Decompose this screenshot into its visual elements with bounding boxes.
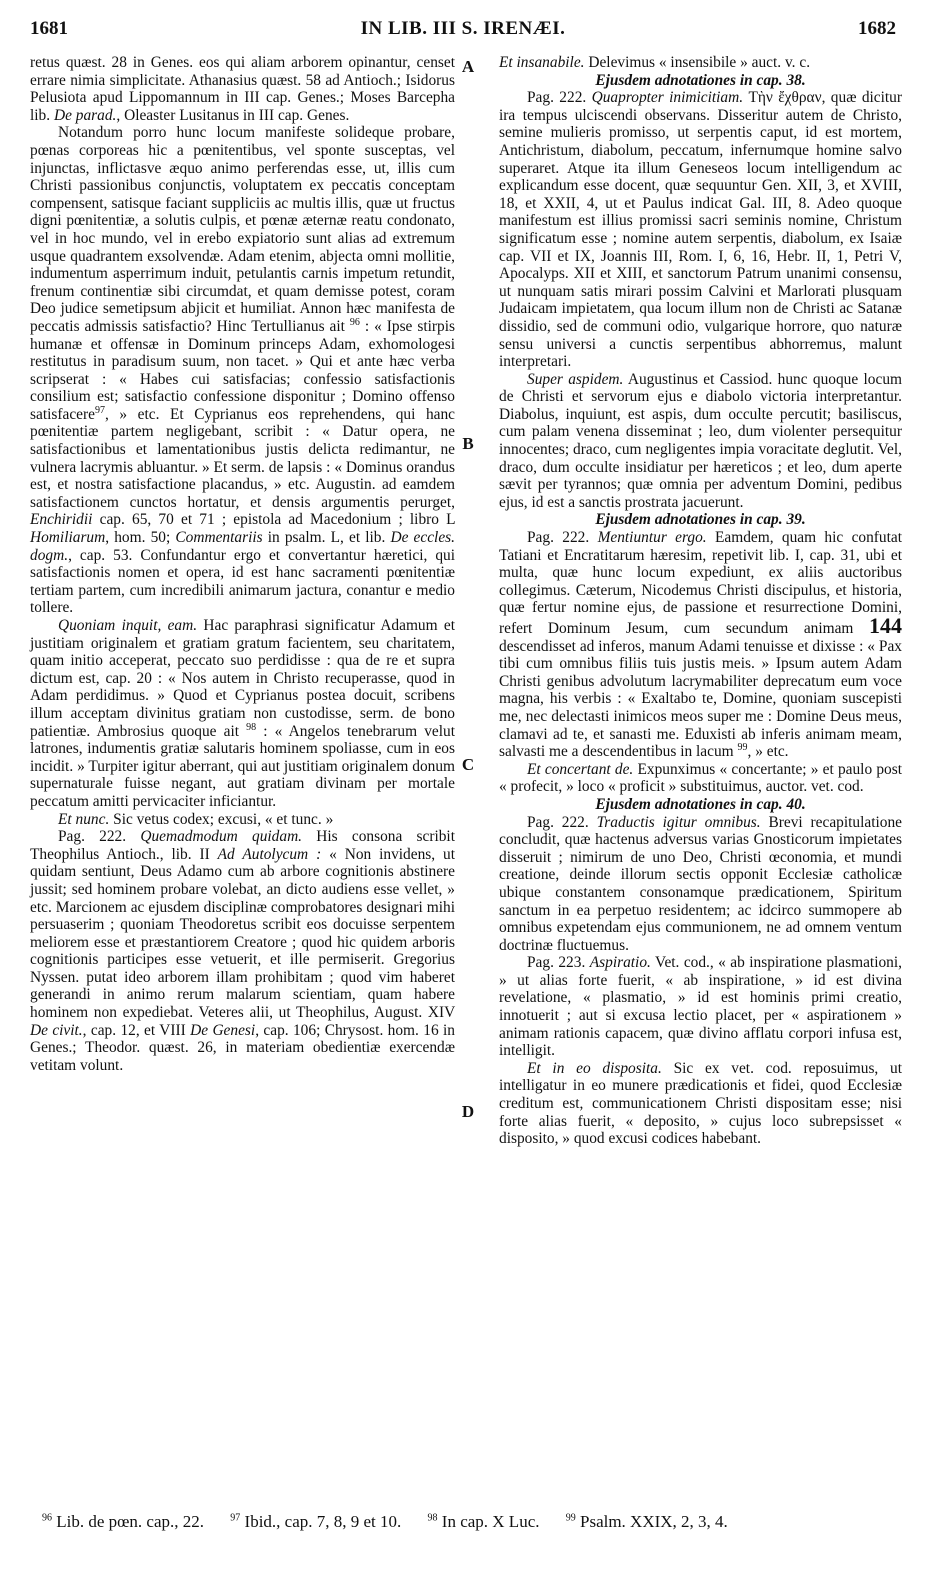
page-number-right: 1682 (858, 18, 896, 39)
footnote-ref: 97 (94, 404, 105, 416)
footnote: $^{99}$ Psalm. XXIX, 2, 3, 4. (565, 1512, 728, 1531)
footnote: $^{96}$ Lib. de pœn. cap., 22. (42, 1512, 205, 1531)
margin-letter-a: A (461, 57, 475, 76)
paragraph: Quoniam inquit, eam. Hac paraphrasi significatur Adamum et justitiam originalem et gratiam gratum facientem, seu charitatem, quam initio acceperat, peccato suo perdidisse : qua de re et supra dictum est, cap. 20 : « Nos autem in Christo recuperasse, quod in Adam perdidimus. » Quod et Cyprianus postea docuit, scribens illum acceptam divinitus gratiam non custodisse, serm. de bono patientiæ. Ambrosius quoque ait $^{98}$ : « Angelos tenebrarum velut latrones, indumentis gratiæ salutaris hominem spoliasse, cum in eos incidit. » Turpiter igitur aberrant, qui aut justitiam originalem donum supernaturale fuisse negant, aut gratiam divinam per mortale peccatum amitti pervicaciter inficiantur. (30, 617, 455, 810)
paragraph: Super aspidem. Augustinus et Cassiod. hunc quoque locum de Christi et servorum ejus e diabolo victoria interpretantur. Diabolus, inquiunt, est aspis, dum occulte percutit; basiliscus, cum palam venena disseminat ; leo, dum violenter persequitur innocentes; draco, cum negligentes impia voracitate deglutit. Vel, draco, dum occulte insidiatur per hæreticos ; et leo, dum aperte sævit per tyrannos; quæ omnia per adventum Domini, pedibus ejus, id est a sanctis prostrata jacuerunt. (499, 370, 902, 511)
paragraph: Et concertant de. Expunximus « concertante; » et paulo post « profecit, » loco « proficit » substituimus, auctor. vet. cod. (499, 760, 902, 796)
page-header (30, 18, 896, 44)
margin-letter-d: D (461, 1102, 475, 1121)
footnote-ref: 98 (246, 721, 257, 733)
paragraph: Pag. 223. Aspiratio. Vet. cod., « ab inspiratione plasmationi, » ut alias forte fuerit, « ab inspiratione, » id est divina revelatione, « plasmatio, » id est hominis primi creatio, innotuerit ; aut si excusa lectio placet, per « aspirationem » animam rationis capacem, quæ divino afflatu corpori infusa est, intelligit. (499, 954, 902, 1060)
paragraph: Pag. 222. Traductis igitur omnibus. Brevi recapitulatione concludit, quæ hactenus adversus varias Gnosticorum impietates disseruit ; nimirum de uno Deo, Christi œconomia, et mundi creatione, deinde illorum sectis opponit Ecclesiæ catholicæ ubique constantem consonamque prædicationem, Spiritum sanctum in ea perpetuo residentem; ac idcirco summopere ab omnibus expetendam ejus communionem, ne ad omnem ventum doctrinæ fluctuemus. (499, 813, 902, 954)
footnotes (42, 1512, 896, 1532)
right-column (499, 54, 902, 1148)
paragraph: Et nunc. Sic vetus codex; excusi, « et tunc. » (58, 810, 334, 828)
page-number-left: 1681 (30, 18, 68, 39)
margin-letter-b: B (462, 434, 474, 453)
section-heading: Ejusdem adnotationes in cap. 38. (595, 71, 806, 89)
footnote: $^{97}$ Ibid., cap. 7, 8, 9 et 10. (230, 1512, 402, 1531)
margin-letter-c: C (461, 755, 475, 774)
paragraph: Pag. 222. Mentiuntur ergo. Eamdem, quam hic confutat Tatiani et Encratitarum hæresim, repetivit lib. I, cap. 31, ubi et multa, quæ hunc locum expediunt, ex aliis auctoribus collegimus. Cæterum, Nicodemus Christi discipulus, et historia, quæ fertur nomine ejus, de passione et resurrectione Domini, refert Dominum Jesum, cum secundum animam 144 descendisset ad inferos, manum Adami tenuisse et dixisse : « Pax tibi cum omnibus filiis tuis justis meis. » Ipsum autem Adam Christi genibus advolutum lacrymabiliter deprecatum eum voce magna, his verbis : « Exaltabo te, Domine, quoniam suscepisti me, nec delectasti inimicos meos super me : Domine Deus meus, clamavi ad te, et sanasti me. Eduxisti ab inferis animam meam, salvasti me a descendentibus in lacum $^{99}$, » etc. (499, 529, 902, 761)
paragraph: Pag. 222. Quapropter inimicitiam. Τὴν ἔχθραν, quæ dicitur ira tempus ulciscendi observans. Disseritur autem de Christo, semine mulieris promisso, ut serpentis caput, id est mortem, Antichristum, diabolum, peccatum, infernumque homine salvo superaret. Atque ita illum Geneseos locum intelligendum ac explicandum esse docent, quæ sequuntur Gen. XII, 3, et XVIII, 18, et XXII, 4, ut et Paulus indicat Gal. III, 8. Adeo quoque manifestum est illius promissi sacri seminis nomine, Christum significatum esse ; nomine autem serpentis, diabolum, ex Isaiæ cap. VII et IX, Joannis III, Rom. I, 6, 16, Hebr. II, 1, Petri V, Apocalyps. XII et XIII, et sanctorum Patrum unanimi consensu, ut nunquam satis mirari possim Calvini et Marlorati plusquam Judaicam impietatem, qua locum illum non de Christi ac Satanæ dissidio, sed de communi odio, vulgarique horrore, quo naturæ sensu universi a cunctis serpentibus abhorremus, malunt interpretari. (499, 89, 902, 371)
paragraph: Notandum porro hunc locum manifeste solideque probare, pœnas corporeas hic a pœnitentibus, vel sponte susceptas, vel injunctas, inflictasve æquo animo perferendas esse, ut, illis cum Christi passionibus conjunctis, voluptatem ex peccatis conceptam compensent, satisque faciant suppliciis ac multis illis, quæ ut fructus digni pœnitentiæ, a solutis culpis, et pœnæ æternæ reatu condonato, vel in hoc mundo, vel in erebo expiatorio sunt alias ad extremum usque quadrantem exsolvendæ. Adam etenim, abjecta omni mollitie, indumentum asperrimum induit, petulantis carnis impetum retundit, frenum continentiæ sibi circumdat, et quam demisse potest, coram Deo judice semetipsum abjicit et humiliat. Annon hæc manifesta de peccatis admissis satisfactio? Hinc Tertullianus ait $^{96}$ : « Ipse stirpis humanæ et offensæ in Dominum princeps Adam, exhomologesi restitutus in paradisum suum, non tacet. » Qui et ante hæc verba scripserat : « Habes cui satisfacias; confessio satisfactionis consilium est; satisfactio confessione disponitur ; Domino offenso satisfacere$^{97}$, » etc. Et Cyprianus eos reprehendens, qui hanc pœnitentiæ partem negligebant, scribit : « Datur opera, ne satisfactionibus et lamentationibus justis delicta redimantur, ne vulnera lacrymis abluantur. » Et serm. de lapsis : « Dominus orandus est, et nostra satisfactione placandus, » etc. Augustin. ad eamdem satisfactionem cunctos hortatur, et densis argumentis perurget, Enchiridii cap. 65, 70 et 71 ; epistola ad Macedonium ; libro L Homiliarum, hom. 50; Commentariis in psalm. L, et lib. De eccles. dogm., cap. 53. Confundantur ergo et convertantur hæretici, qui satisfactionis nomen et opera, id est hanc sacramenti pœnitentiæ tertiam partem, cum incredibili animarum jactura, conantur e medio tollere. (30, 124, 455, 617)
section-heading: Ejusdem adnotationes in cap. 39. (595, 511, 806, 529)
paragraph: Pag. 222. Quemadmodum quidam. His consona scribit Theophilus Antioch., lib. II Ad Autolycum : « Non invidens, ut quidam sentiunt, Deus Adamo cum ab arbore cognitionis abstinere jussit; sed hominem probare volebat, an dicto audiens esse vellet, » etc. Marcionem ac ejusdem disciplinæ comprobatores designari mihi persuaserim ; quoniam Theodoretus scribit eos docuisse serpentem meliorem esse et præstantiorem Creatore ; quod hic quidem arboris cognitionis participes esse vetuerit, et ille permiserit. Gregorius Nyssen. putat ideo arborem illam prohibitam ; quod vim haberet generandi in animo rerum malarum scientiam, quam habere hominem non expediebat. Veteres alii, ut Theophilus, August. XIV De civit., cap. 12, et VIII De Genesi, cap. 106; Chrysost. hom. 16 in Genes.; Theodor. quæst. 26, in materiam obedientiæ exercendæ vetitam volunt. (30, 828, 455, 1074)
running-title: IN LIB. III S. IRENÆI. (360, 18, 566, 39)
footnote-ref: 96 (349, 316, 360, 328)
page-marker: 144 (869, 613, 902, 638)
left-column (30, 54, 455, 1074)
footnote-ref: 99 (737, 742, 748, 754)
section-heading: Ejusdem adnotationes in cap. 40. (595, 795, 806, 813)
footnote: $^{98}$ In cap. X Luc. (427, 1512, 540, 1531)
paragraph: Et in eo disposita. Sic ex vet. cod. reposuimus, ut intelligatur in eo munere prædicationis et fidei, quod Ecclesiæ creditum est, communicationem Christi dispositam esse; nisi forte alias fuerit, « deposito, » cujus loco subrepsisset « disposito, » quod excusi codices habebant. (499, 1059, 902, 1148)
paragraph: Et insanabile. Delevimus « insensibile » auct. v. c. (499, 54, 811, 71)
paragraph: retus quæst. 28 in Genes. eos qui aliam arborem opinantur, censet errare nimia simplicitate. Athanasius quæst. 58 ad Antioch.; Isidorus Pelusiota apud Lippomannum in III cap. Genes.; Moses Barcepha lib. De parad., Oleaster Lusitanus in III cap. Genes. (30, 54, 455, 124)
